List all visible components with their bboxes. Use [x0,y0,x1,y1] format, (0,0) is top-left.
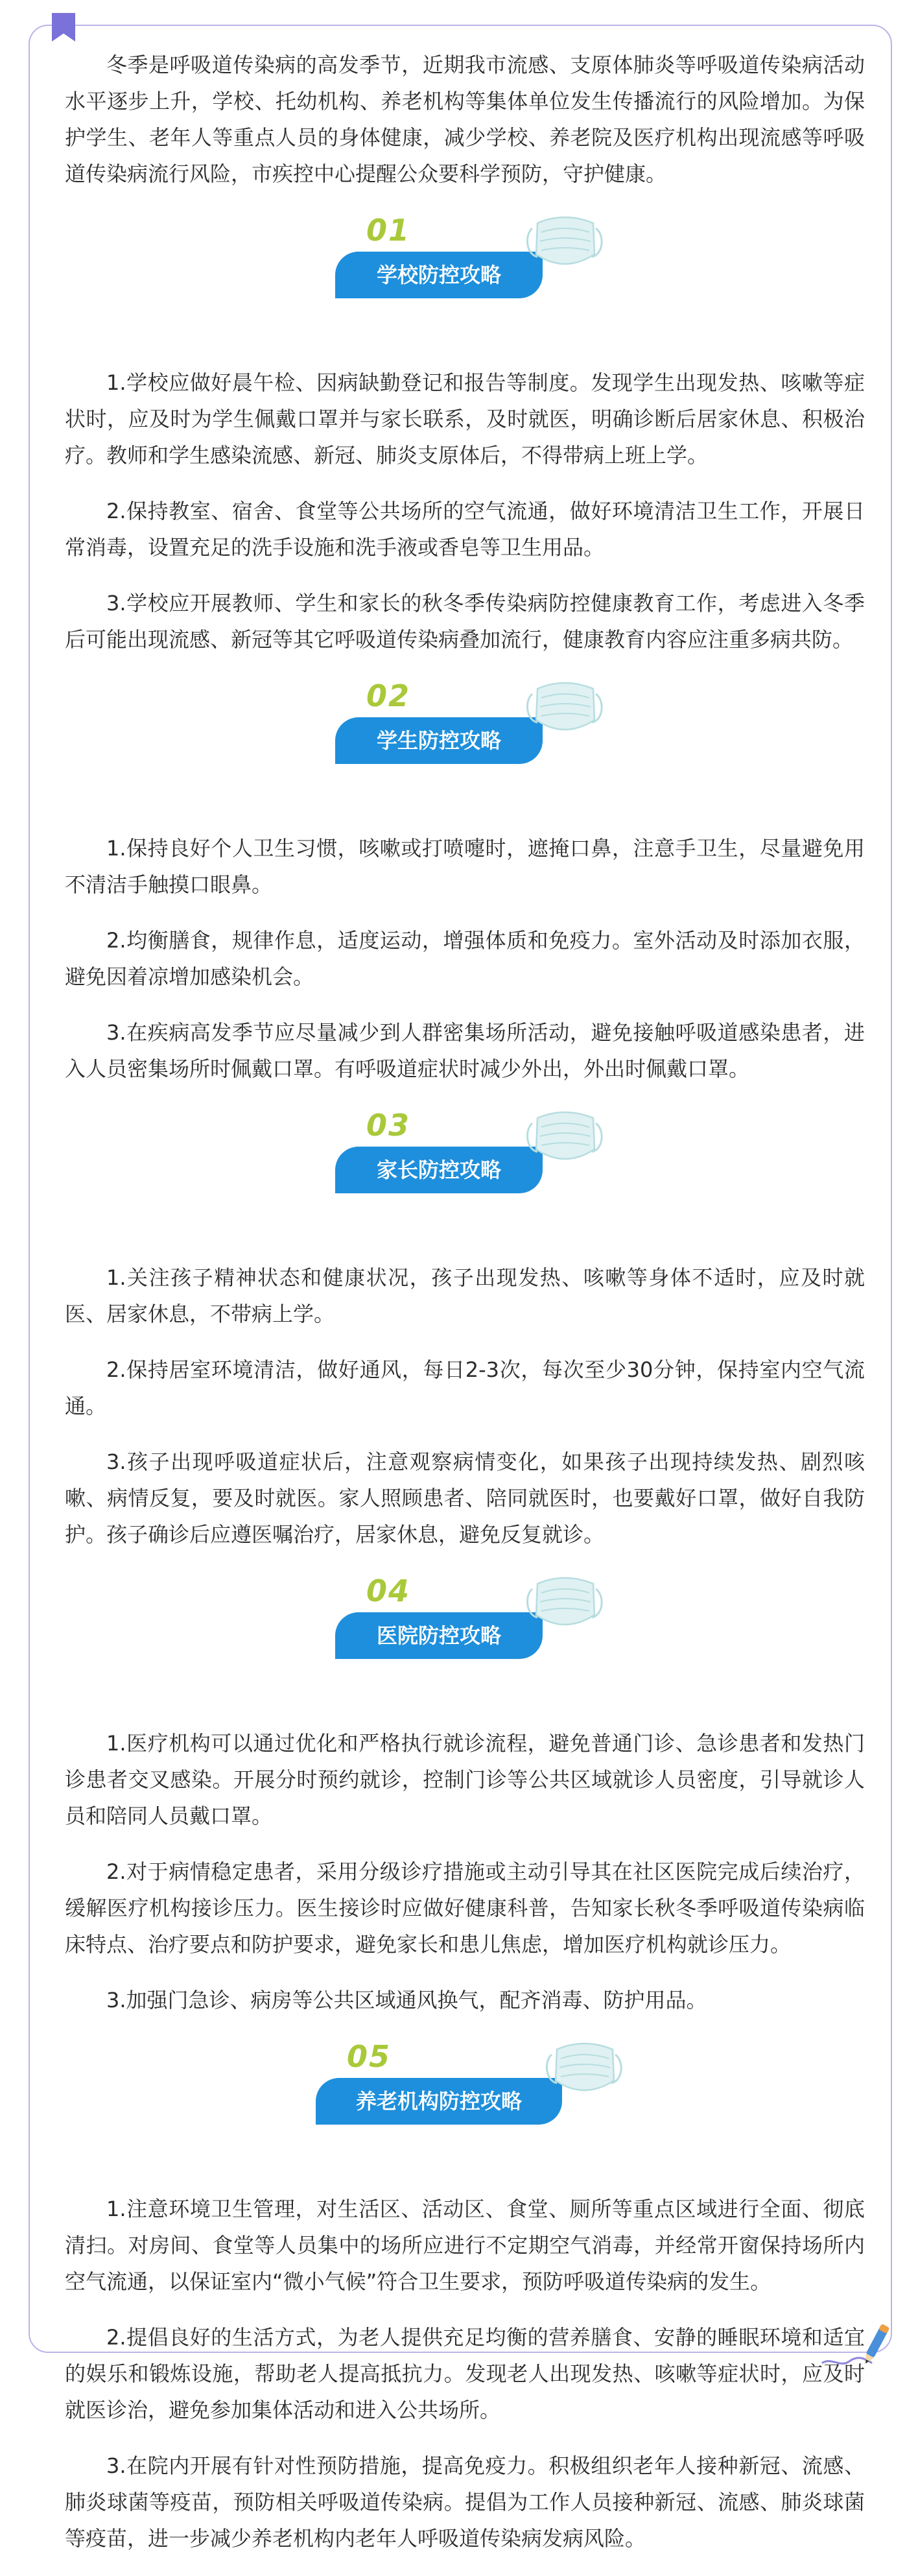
section-paragraph: 1.关注孩子精神状态和健康状况，孩子出现发热、咳嗽等身体不适时，应及时就医、居家休息，不带病上学。 [65,1265,865,1326]
section-title: 医院防控攻略 [335,1612,543,1659]
section-paragraph: 1.注意环境卫生管理，对生活区、活动区、食堂、厕所等重点区域进行全面、彻底清扫。对房间、食堂等人员集中的场所应进行不定期空气消毒，并经常开窗保持场所内空气流通，以保证室内“微小气候”符合卫生要求，预防呼吸道传染病的发生。 [65,2197,865,2294]
section-paragraph: 1.保持良好个人卫生习惯，咳嗽或打喷嚏时，遮掩口鼻，注意手卫生，尽量避免用不清洁手触摸口眼鼻。 [65,836,865,897]
section-header [65,1106,865,1210]
section-paragraph: 3.在疾病高发季节应尽量减少到人群密集场所活动，避免接触呼吸道感染患者，进入人员密集场所时佩戴口罩。有呼吸道症状时减少外出，外出时佩戴口罩。 [65,1020,865,1081]
section-paragraph: 1.医疗机构可以通过优化和严格执行就诊流程，避免普通门诊、急诊患者和发热门诊患者交叉感染。开展分时预约就诊，控制门诊等公共区域就诊人员密度，引导就诊人员和陪同人员戴口罩。 [65,1731,865,1828]
article-content [65,47,865,2576]
section-title: 家长防控攻略 [335,1147,543,1193]
section-number: 01 [366,213,411,248]
face-mask-icon [523,209,607,280]
section-paragraph: 2.均衡膳食，规律作息，适度运动，增强体质和免疫力。室外活动及时添加衣服，避免因着凉增加感染机会。 [65,928,865,989]
section-paragraph: 2.保持居室环境清洁，做好通风，每日2-3次，每次至少30分钟，保持室内空气流通。 [65,1357,865,1418]
section-badge [335,1572,620,1676]
section-title: 学校防控攻略 [335,252,543,298]
section-badge [335,677,620,781]
section-number: 05 [347,2039,392,2074]
section-paragraph: 2.保持教室、宿舍、食堂等公共场所的空气流通，做好环境清洁卫生工作，开展日常消毒，设置充足的洗手设施和洗手液或香皂等卫生用品。 [65,499,865,560]
section-number: 02 [366,678,411,713]
section-number: 03 [366,1108,411,1143]
section-header [65,1572,865,1676]
section-title: 学生防控攻略 [335,717,543,764]
section-number: 04 [366,1573,411,1608]
section-paragraph: 3.加强门急诊、病房等公共区域通风换气，配齐消毒、防护用品。 [106,1988,707,2012]
face-mask-icon [543,2035,627,2106]
section-paragraph: 2.提倡良好的生活方式，为老人提供充足均衡的营养膳食、安静的睡眠环境和适宜的娱乐和锻炼设施，帮助老人提高抵抗力。发现老人出现发热、咳嗽等症状时，应及时就医诊治，避免参加集体活动和进入公共场所。 [65,2325,865,2422]
section-paragraph: 2.对于病情稳定患者，采用分级诊疗措施或主动引导其在社区医院完成后续治疗，缓解医疗机构接诊压力。医生接诊时应做好健康科普，告知家长秋冬季呼吸道传染病临床特点、治疗要点和防护要求，避免家长和患儿焦虑，增加医疗机构就诊压力。 [65,1859,865,1957]
section-paragraph: 3.在院内开展有针对性预防措施，提高免疫力。积极组织老年人接种新冠、流感、肺炎球菌等疫苗，预防相关呼吸道传染病。提倡为工作人员接种新冠、流感、肺炎球菌等疫苗，进一步减少养老机构内老年人呼吸道传染病发病风险。 [65,2453,865,2551]
section-paragraph: 3.孩子出现呼吸道症状后，注意观察病情变化，如果孩子出现持续发热、剧烈咳嗽、病情反复，要及时就医。家人照顾患者、陪同就医时，也要戴好口罩，做好自我防护。孩子确诊后应遵医嘱治疗，居家休息，避免反复就诊。 [65,1449,865,1547]
intro-paragraph: 冬季是呼吸道传染病的高发季节，近期我市流感、支原体肺炎等呼吸道传染病活动水平逐步上升，学校、托幼机构、养老机构等集体单位发生传播流行的风险增加。为保护学生、老年人等重点人员的身体健康，减少学校、养老院及医疗机构出现流感等呼吸道传染病流行风险，市疾控中心提醒公众要科学预防，守护健康。 [65,53,865,186]
section-header [65,677,865,781]
face-mask-icon [523,1569,607,1641]
section-title: 养老机构防控攻略 [316,2078,562,2125]
section-badge [335,1106,620,1210]
pen-icon [819,2320,904,2372]
section-header [65,211,865,315]
section-paragraph: 3.学校应开展教师、学生和家长的秋冬季传染病防控健康教育工作，考虑进入冬季后可能出现流感、新冠等其它呼吸道传染病叠加流行，健康教育内容应注重多病共防。 [65,591,865,652]
face-mask-icon [523,1104,607,1175]
face-mask-icon [523,674,607,746]
section-badge [335,211,620,315]
section-header [65,2038,865,2141]
section-badge [316,2038,640,2141]
section-paragraph: 1.学校应做好晨午检、因病缺勤登记和报告等制度。发现学生出现发热、咳嗽等症状时，应及时为学生佩戴口罩并与家长联系，及时就医，明确诊断后居家休息、积极治疗。教师和学生感染流感、新冠、肺炎支原体后，不得带病上班上学。 [65,370,865,468]
